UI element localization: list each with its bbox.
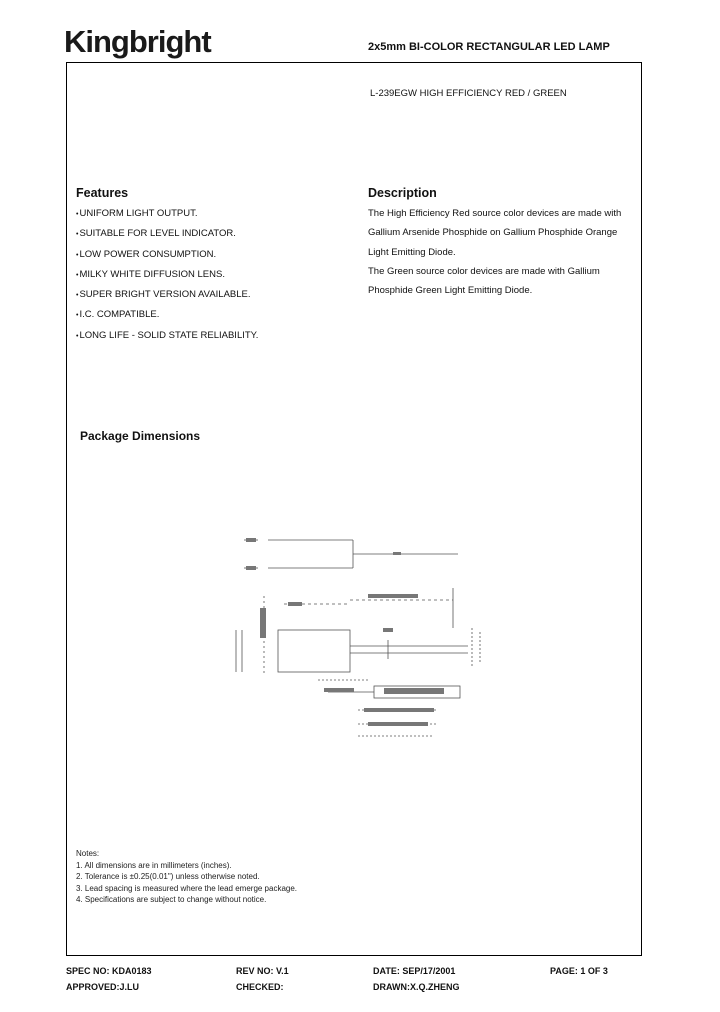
document-title: 2x5mm BI-COLOR RECTANGULAR LED LAMP xyxy=(368,41,610,53)
note-item: 3. Lead spacing is measured where the lead emerge package. xyxy=(76,883,298,893)
note-item: 4. Specifications are subject to change without notice. xyxy=(76,895,267,905)
list-item: • UNIFORM LIGHT OUTPUT. xyxy=(76,204,258,224)
rev-no: REV NO: V.1 xyxy=(236,966,289,976)
list-item: • LOW POWER CONSUMPTION. xyxy=(76,245,258,265)
notes-heading: Notes: xyxy=(76,849,100,858)
features-heading: Features xyxy=(76,186,129,200)
description-text xyxy=(368,204,621,300)
description-heading: Description xyxy=(368,186,437,200)
description-line: The High Efficiency Red source color devices are made with xyxy=(368,208,622,219)
drawn-by: DRAWN:X.Q.ZHENG xyxy=(373,982,460,992)
spec-no: SPEC NO: KDA0183 xyxy=(66,966,152,976)
checked-by: CHECKED: xyxy=(236,982,284,992)
list-item: • SUPER BRIGHT VERSION AVAILABLE. xyxy=(76,285,258,305)
page-number: PAGE: 1 OF 3 xyxy=(550,966,608,976)
description-line: The Green source color devices are made with Gallium xyxy=(368,265,600,277)
list-item: • LONG LIFE - SOLID STATE RELIABILITY. xyxy=(76,326,258,346)
note-item: 2. Tolerance is ±0.25(0.01") unless otherwise noted. xyxy=(76,872,260,882)
list-item: • SUITABLE FOR LEVEL INDICATOR. xyxy=(76,224,258,244)
kingbright-logo: Kingbright xyxy=(64,24,211,59)
content-frame xyxy=(66,62,642,956)
notes-section xyxy=(76,848,297,906)
part-number: L-239EGW HIGH EFFICIENCY RED / GREEN xyxy=(370,88,567,99)
description-line: Phosphide Green Light Emitting Diode. xyxy=(368,285,533,297)
package-dimension-drawing xyxy=(228,528,498,750)
list-item: • I.C. COMPATIBLE. xyxy=(76,305,258,325)
note-item: 1. All dimensions are in millimeters (inches). xyxy=(76,860,232,870)
package-dimensions-heading: Package Dimensions xyxy=(80,429,201,443)
description-line: Light Emitting Diode. xyxy=(368,246,456,258)
approved-by: APPROVED:J.LU xyxy=(66,982,140,992)
date: DATE: SEP/17/2001 xyxy=(373,966,456,976)
features-list xyxy=(76,204,258,346)
list-item: • MILKY WHITE DIFFUSION LENS. xyxy=(76,265,258,285)
description-line: Gallium Arsenide Phosphide on Gallium Phosphide Orange xyxy=(368,227,618,239)
